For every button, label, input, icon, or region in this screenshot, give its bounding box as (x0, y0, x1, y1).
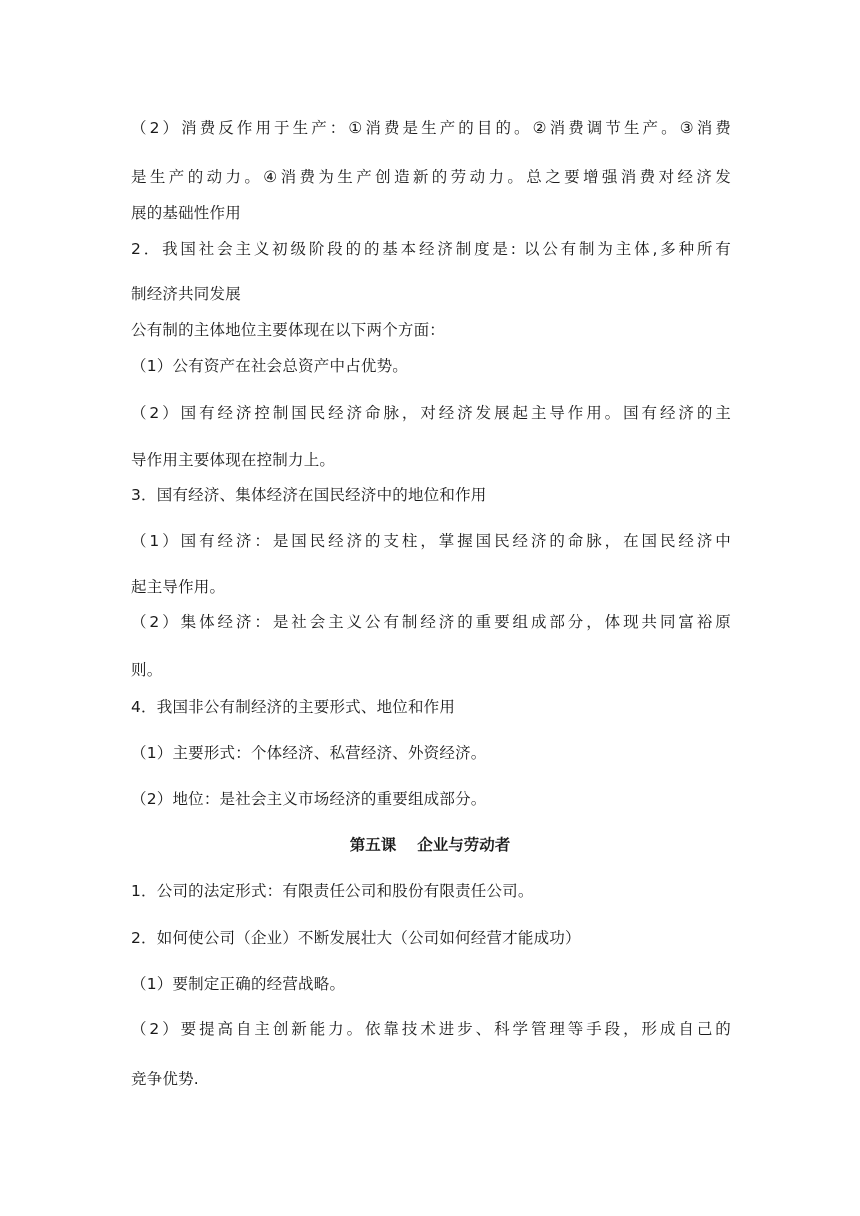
text-line: 起主导作用。 (131, 578, 226, 596)
text-line: （2）地位：是社会主义市场经济的重要组成部分。 (131, 790, 487, 808)
text-line: 2．我国社会主义初级阶段的的基本经济制度是: 以公有制为主体,多种所有 (131, 240, 731, 258)
text-line: （1）国有经济：是国民经济的支柱，掌握国民经济的命脉，在国民经济中 (131, 532, 731, 550)
text-line: （1）要制定正确的经营战略。 (131, 975, 346, 993)
text-line: （2）要提高自主创新能力。依靠技术进步、科学管理等手段，形成自己的 (131, 1020, 731, 1038)
text-line: 3．国有经济、集体经济在国民经济中的地位和作用 (131, 486, 487, 504)
text-line: 导作用主要体现在控制力上。 (131, 451, 336, 469)
text-line: 竞争优势. (131, 1070, 199, 1088)
section-heading: 第五课 企业与劳动者 (349, 836, 511, 854)
text-line: 公有制的主体地位主要体现在以下两个方面： (131, 321, 446, 339)
text-line: 4．我国非公有制经济的主要形式、地位和作用 (131, 698, 456, 716)
text-line: 制经济共同发展 (131, 285, 241, 303)
text-line: （1）公有资产在社会总资产中占优势。 (131, 357, 408, 375)
text-line: 2．如何使公司（企业）不断发展壮大（公司如何经营才能成功） (131, 929, 581, 947)
text-line: 是生产的动力。④消费为生产创造新的劳动力。总之要增强消费对经济发 (131, 168, 731, 186)
text-line: 1．公司的法定形式：有限责任公司和股份有限责任公司。 (131, 882, 534, 900)
text-line: （2）消费反作用于生产：①消费是生产的目的。②消费调节生产。③消费 (131, 119, 731, 137)
text-line: 则。 (131, 661, 163, 679)
text-line: （1）主要形式：个体经济、私营经济、外资经济。 (131, 744, 487, 762)
text-line: （2）国有经济控制国民经济命脉，对经济发展起主导作用。国有经济的主 (131, 404, 731, 422)
text-line: （2）集体经济：是社会主义公有制经济的重要组成部分，体现共同富裕原 (131, 613, 731, 631)
text-line: 展的基础性作用 (131, 204, 241, 222)
